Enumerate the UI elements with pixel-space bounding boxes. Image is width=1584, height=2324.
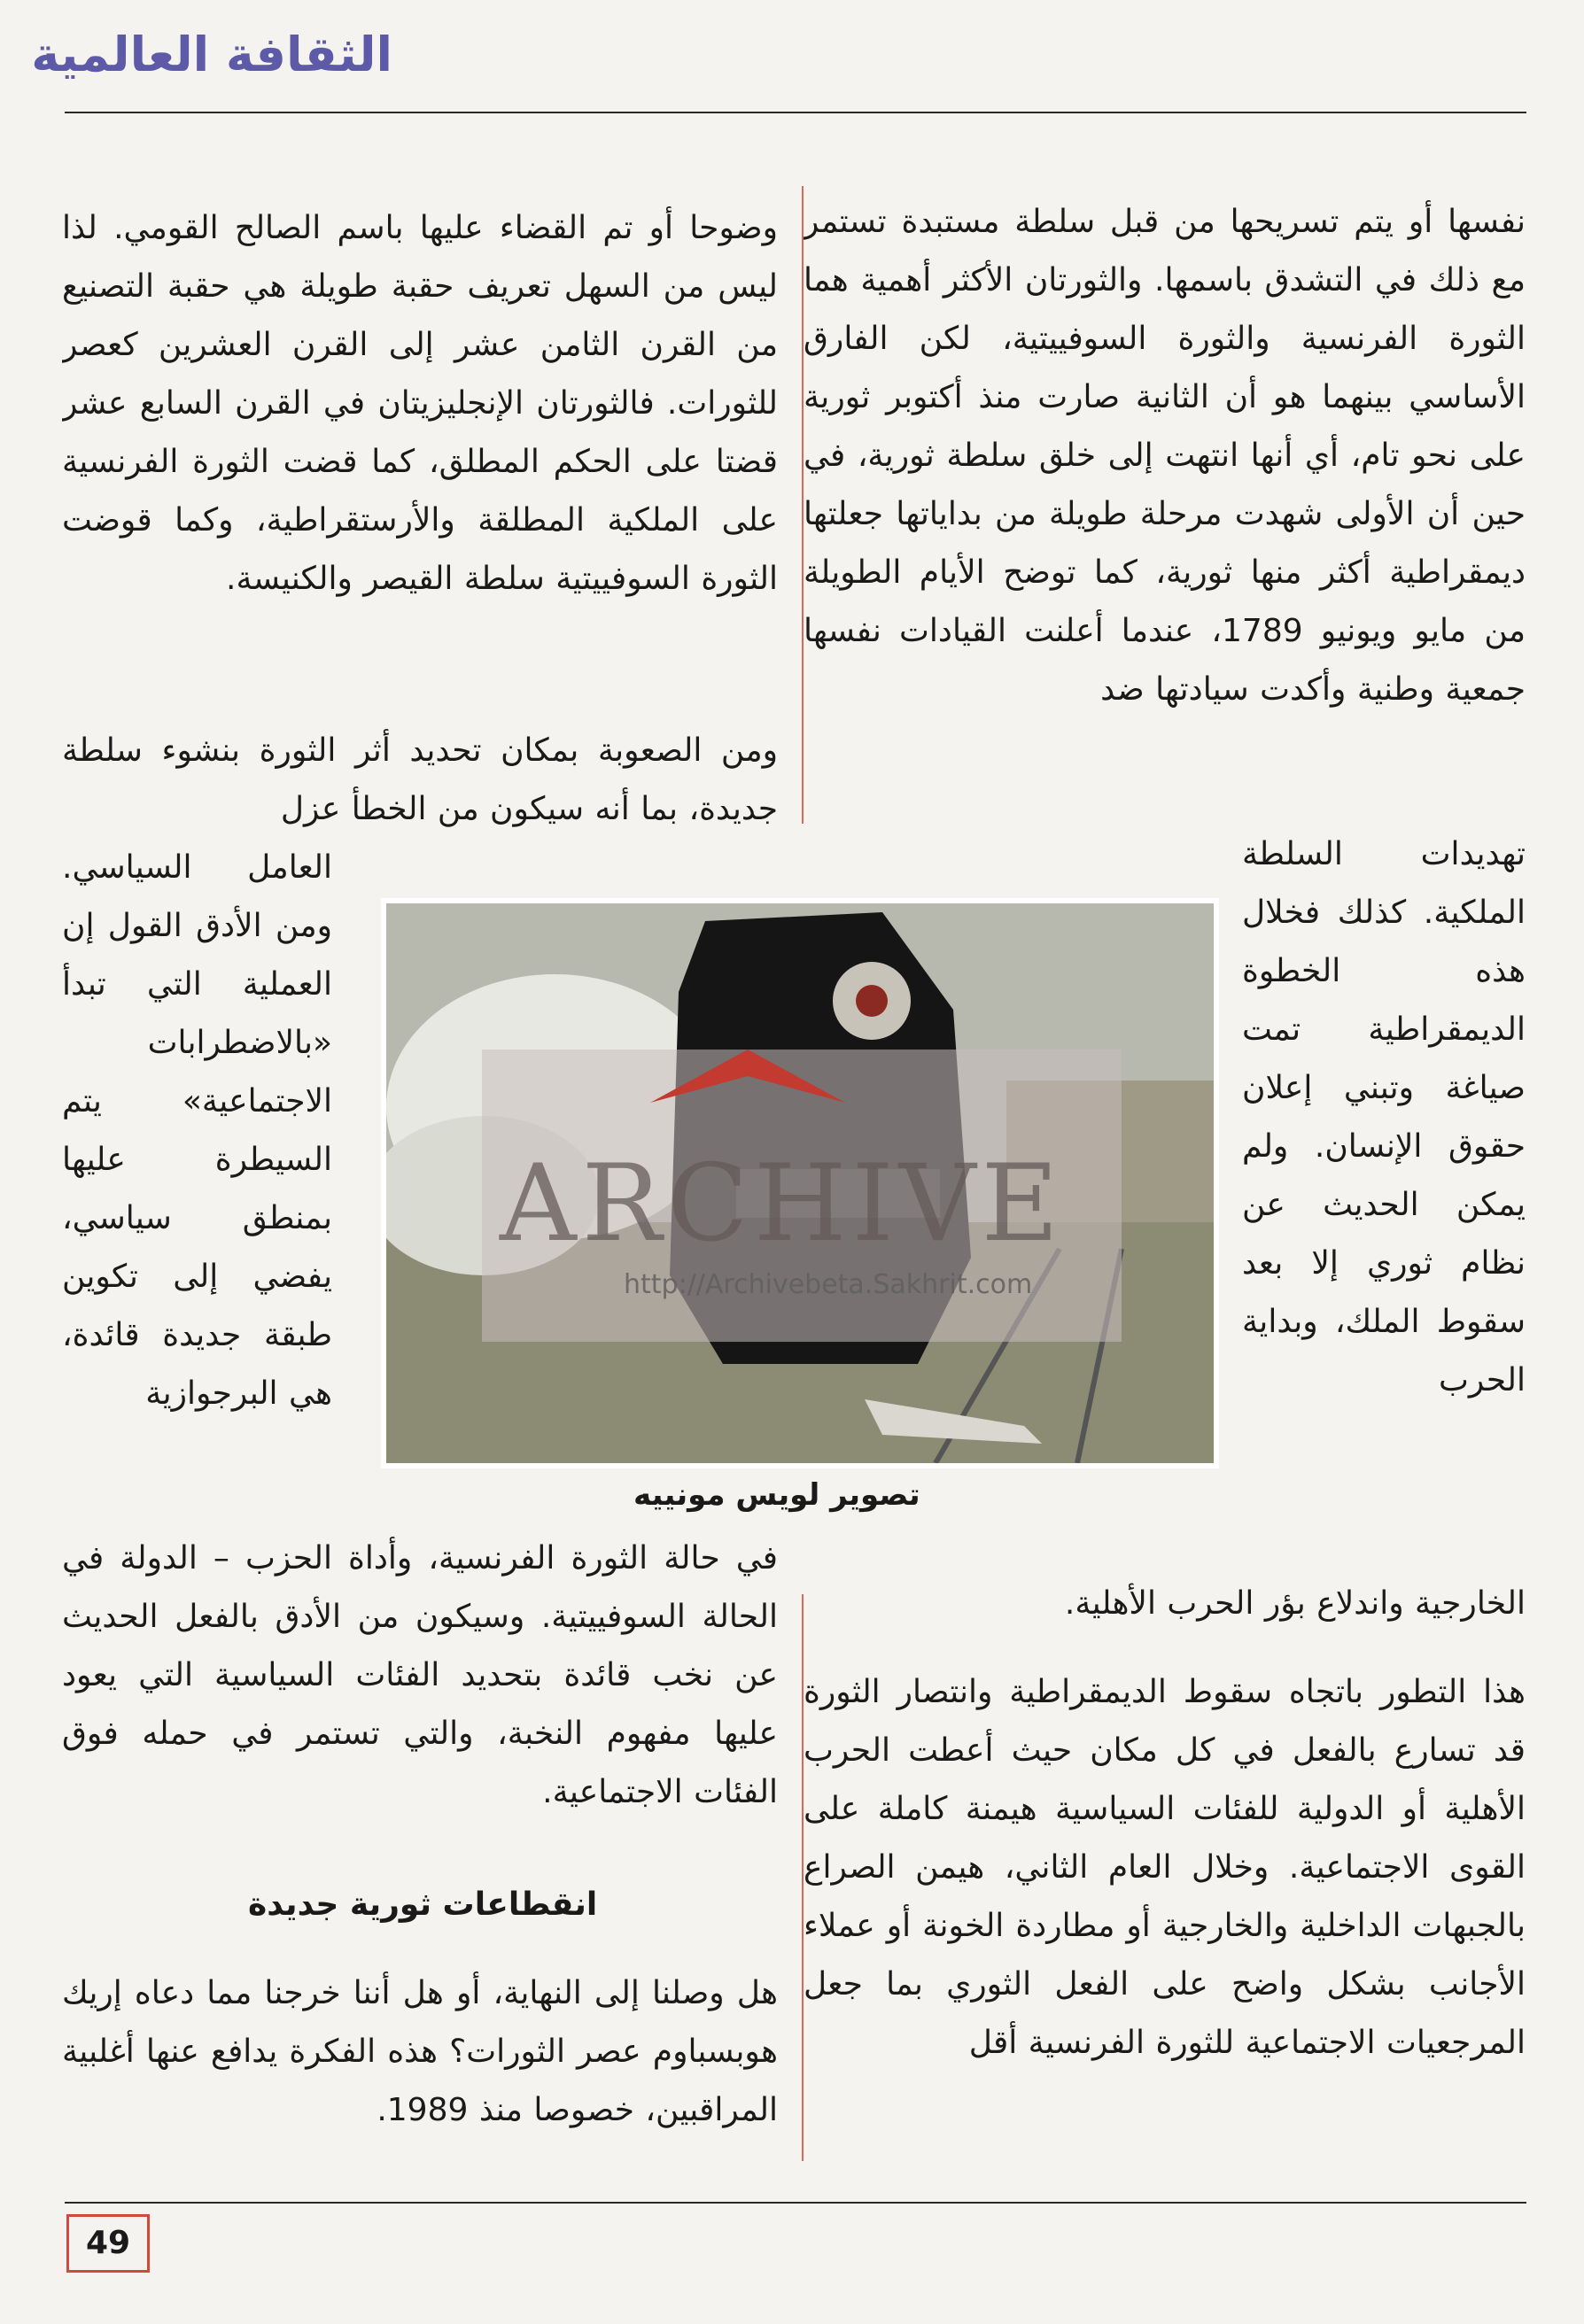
right-col-para2: هذا التطور باتجاه سقوط الديمقراطية وانتصار الثورة قد تسارع بالفعل في كل مكان حيث أعطت الحرب الأهلية أو الدولية للفئات السياسية هيمنة كاملة على القوى الاجتماعية. وخلال العام الثاني، هيمن الصراع بالجبهات الداخلية والخارجية أو مطاردة الخونة أو عملاء الأجانب بشكل واضح على الفعل الثوري بما جعل المرجعيات الاجتماعية للثورة الفرنسية أقل [804,1674,1526,2061]
header-rule [65,112,1526,113]
watermark-url: http://Archivebeta.Sakhrit.com [624,1269,1033,1300]
left-col-para2-end: في حالة الثورة الفرنسية، وأداة الحزب – الدولة في الحالة السوفييتية. وسيكون من الأدق بالفعل الحديث عن نخب قائدة بتحديد الفئات السياسية التي يعود عليها مفهوم النخبة، والتي تستمر في حمله فوق الفئات الاجتماعية. [62,1540,778,1810]
page-title: الثقافة العالمية [31,27,392,82]
right-col-para1: نفسها أو يتم تسريحها من قبل سلطة مستبدة تستمر مع ذلك في التشدق باسمها. والثورتان الأكثر أهمية هما الثورة الفرنسية والثورة السوفييتية، لكن الفارق الأساسي بينهما هو أن الثانية صارت منذ أكتوبر ثورية على نحو تام، أي أنها انتهت إلى خلق سلطة ثورية، في حين أن الأولى شهدت مرحلة طويلة من بداياتها جعلتها ديمقراطية أكثر منها ثورية، كما توضح الأيام الطويلة من مايو ويونيو 1789، عندما أعلنت القيادات نفسها جمعية وطنية وأكدت سيادتها ضد [804,204,1526,708]
photo-frame [381,898,1219,1468]
photo-caption: تصوير لويس مونييه [633,1477,920,1513]
archive-watermark [482,1050,1122,1342]
left-col-para3: هل وصلنا إلى النهاية، أو هل أننا خرجنا مما دعاه إريك هوبسباوم عصر الثورات؟ هذه الفكرة يدافع عنها أغلبية المراقبين، خصوصا منذ 1989. [62,1975,778,2128]
watermark-logo-icon [615,1032,881,1138]
left-col-para2: ومن الصعوبة بمكان تحديد أثر الثورة بنشوء سلطة جديدة، بما أنه سيكون من الخطأ عزل [62,732,778,827]
watermark-text: ARCHIVE [500,1143,1065,1266]
left-col-para1: وضوحا أو تم القضاء عليها باسم الصالح القومي. لذا ليس من السهل تعريف حقبة طويلة هي حقبة التصنيع من القرن الثامن عشر إلى القرن العشرين كعصر للثورات. فالثورتان الإنجليزيتان في القرن السابع عشر قضتا على الحكم المطلق، كما قضت الثورة الفرنسية على الملكية المطلقة والأرستقراطية، وكما قوضت الثورة السوفييتية سلطة القيصر والكنيسة. [62,210,778,597]
right-col-para1-narrow: تهديدات السلطة الملكية. كذلك فخلال هذه الخطوة الديمقراطية تمت صياغة وتبني إعلان حقوق الإنسان. ولم يمكن الحديث عن نظام ثوري إلا بعد سقوط الملك، وبداية الحرب [1242,836,1526,1398]
right-col-para1-end: الخارجية واندلاع بؤر الحرب الأهلية. [1064,1585,1526,1622]
footer-rule [65,2202,1526,2204]
train-photo [386,903,1214,1463]
section-heading: انقطاعات ثورية جديدة [248,1886,598,1923]
left-col-para2-narrow: العامل السياسي. ومن الأدق القول إن العملية التي تبدأ «بالاضطرابات الاجتماعية» يتم السيطرة عليها بمنطق سياسي، يفضي إلى تكوين طبقة جديدة قائدة، هي البرجوازية [62,849,332,1412]
page-number: 49 [66,2214,150,2273]
